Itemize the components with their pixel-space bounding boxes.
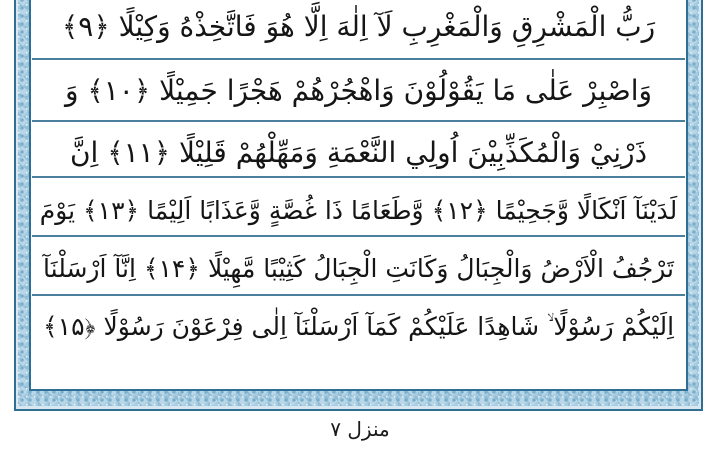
verse-line-4: لَدَيْنَآ اَنْكَالًا وَّجَحِيْمًا ﴿۱۲﴾ وَّطَعَامًا ذَا غُصَّةٍ وَّعَذَابًا اَلِيْمًا ﴿۱۳﴾ يَوْمَ — [39, 196, 678, 225]
verse-line-5: تَرْجُفُ الْاَرْضُ وَالْجِبَالُ وَكَانَتِ الْجِبَالُ كَثِيْبًا مَّهِيْلًا ﴿۱۴﴾ اِنَّآ اَرْسَلْنَآ — [43, 254, 674, 283]
verse-text-panel — [32, 0, 685, 389]
manzil-footer-label: منزل ۷ — [330, 417, 390, 441]
verse-line-6: اِلَيْكُمْ رَسُوْلًا ۙ شَاهِدًا عَلَيْكُمْ كَمَآ اَرْسَلْنَآ اِلٰى فِرْعَوْنَ رَسُوْلًا ﴿۱۵﴾ — [43, 312, 675, 341]
line-separator — [32, 176, 685, 178]
verse-line-1: رَبُّ الْمَشْرِقِ وَالْمَغْرِبِ لَآ اِلٰهَ اِلَّا هُوَ فَاتَّخِذْهُ وَكِيْلًا ﴿۹﴾ — [61, 10, 656, 43]
line-separator — [32, 58, 685, 60]
line-separator — [32, 120, 685, 122]
line-separator — [32, 235, 685, 237]
line-separator — [32, 294, 685, 296]
verse-line-2: وَاصْبِرْ عَلٰى مَا يَقُوْلُوْنَ وَاهْجُرْهُمْ هَجْرًا جَمِيْلًا ﴿۱۰﴾ وَ — [64, 74, 653, 107]
verse-line-3: ذَرْنِيْ وَالْمُكَذِّبِيْنَ اُولِي النَّعْمَةِ وَمَهِّلْهُمْ قَلِيْلًا ﴿۱۱﴾ اِنَّ — [69, 136, 648, 169]
